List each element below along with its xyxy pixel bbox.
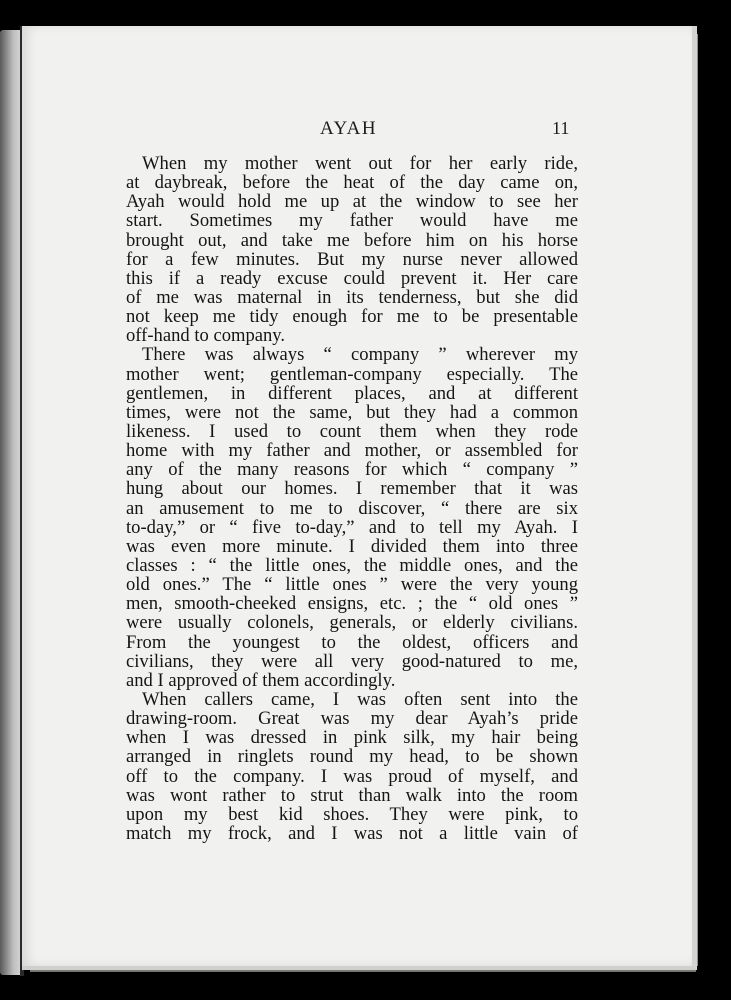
page-number: 11 [552, 118, 570, 138]
body-text [126, 154, 578, 843]
text-line: off to the company. I was proud of myself, and [126, 765, 578, 787]
text-line: civilians, they were all very good-natured to me, [126, 650, 578, 672]
text-line: hung about our homes. I remember that it was [126, 478, 578, 500]
text-line: upon my best kid shoes. They were pink, to [126, 803, 578, 825]
chapter-title: AYAH [320, 118, 378, 139]
text-line: an amusement to me to discover, “ there are six [126, 497, 578, 519]
text-line: old ones.” The “ little ones ” were the very young [126, 574, 578, 596]
text-line: When callers came, I was often sent into the [142, 688, 578, 710]
text-line: When my mother went out for her early ride, [142, 153, 578, 174]
text-line: any of the many reasons for which “ company ” [126, 459, 578, 481]
text-line: brought out, and take me before him on his horse [126, 229, 578, 251]
text-line: when I was dressed in pink silk, my hair being [126, 727, 578, 749]
text-line: classes : “ the little ones, the middle ones, and the [126, 554, 578, 576]
running-head [22, 118, 692, 146]
text-line: was even more minute. I divided them into three [126, 535, 578, 557]
text-line: gentlemen, in different places, and at different [126, 382, 578, 404]
text-line: From the youngest to the oldest, officers and [126, 631, 578, 653]
text-line: There was always “ company ” wherever my [142, 344, 578, 366]
text-line: of me was maternal in its tenderness, but she did [126, 286, 578, 308]
text-line: was wont rather to strut than walk into the room [126, 784, 578, 806]
text-line: arranged in ringlets round my head, to be shown [126, 746, 578, 768]
text-line: this if a ready excuse could prevent it. Her care [126, 267, 578, 289]
text-line: at daybreak, before the heat of the day came on, [126, 172, 578, 194]
text-line: match my frock, and I was not a little vain of [126, 822, 578, 844]
text-line: start. Sometimes my father would have me [126, 210, 578, 232]
text-line: and I approved of them accordingly. [126, 669, 396, 691]
text-line: were usually colonels, generals, or elderly civilians. [126, 612, 578, 634]
text-line: drawing-room. Great was my dear Ayah’s pride [126, 708, 578, 730]
text-line: off-hand to company. [126, 325, 286, 347]
text-line: for a few minutes. But my nurse never allowed [126, 248, 578, 270]
facing-page-edge [0, 30, 22, 975]
book-page [22, 26, 697, 970]
text-line: likeness. I used to count them when they rode [126, 420, 578, 442]
text-line: Ayah would hold me up at the window to see her [126, 191, 578, 213]
text-line: men, smooth-cheeked ensigns, etc. ; the “ old ones ” [126, 593, 578, 615]
text-line: to-day,” or “ five to-day,” and to tell my Ayah. I [126, 516, 578, 538]
text-line: not keep me tidy enough for me to be presentable [126, 306, 578, 328]
text-line: home with my father and mother, or assembled for [126, 440, 578, 462]
text-line: times, were not the same, but they had a common [126, 401, 578, 423]
text-line: mother went; gentleman-company especially. The [126, 363, 578, 385]
